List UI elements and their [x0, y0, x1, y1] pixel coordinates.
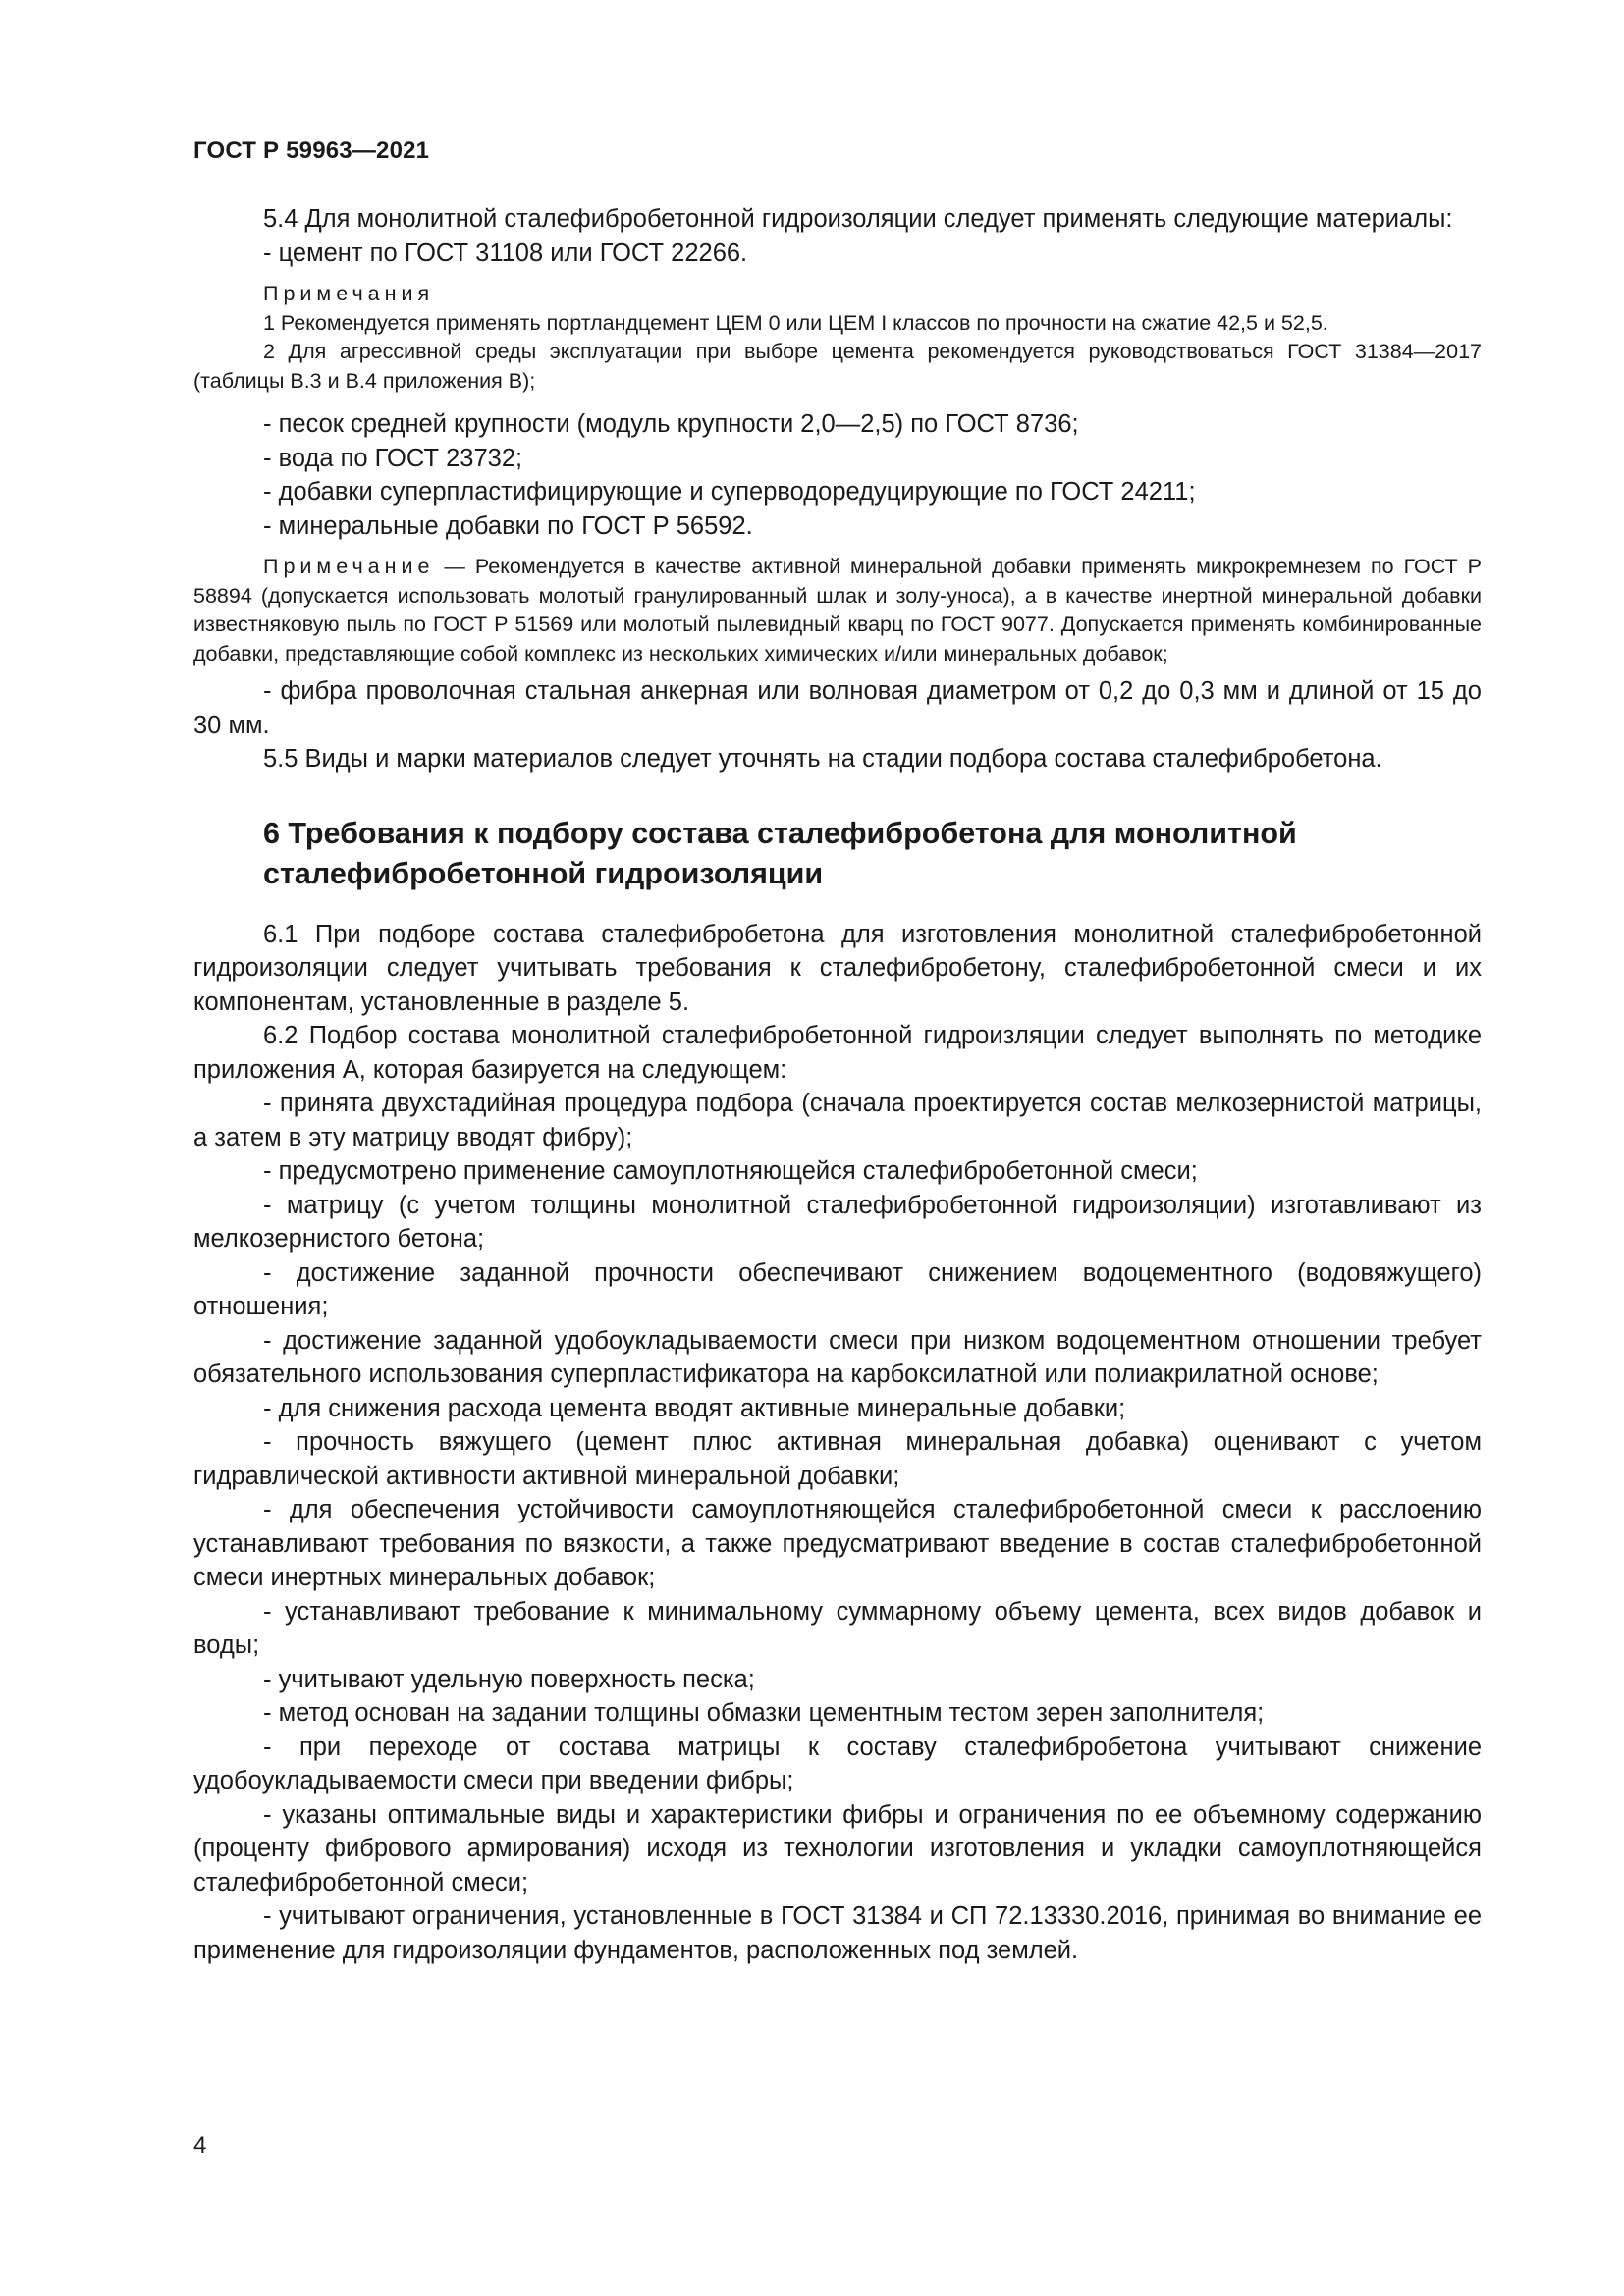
list-item: - прочность вяжущего (цемент плюс активная минеральная добавка) оценивают с учетом гидравлической активности активной минеральной добавки;	[193, 1428, 1482, 1490]
section-6-heading-line-1: 6 Требования к подбору состава сталефибробетона для монолитной	[263, 816, 1297, 850]
list-item: - достижение заданной прочности обеспечивают снижением водоцементного (водовяжущего) отношения;	[193, 1258, 1482, 1320]
document-page	[193, 137, 1482, 1967]
section-6-heading-line-2: сталефибробетонной гидроизоляции	[263, 856, 824, 890]
section-6-heading	[193, 814, 1482, 894]
list-item-fiber: - фибра проволочная стальная анкерная или волновая диаметром от 0,2 до 0,3 мм и длиной от 15 до 30 мм.	[193, 677, 1482, 739]
list-item: - предусмотрено применение самоуплотняющейся сталефибробетонной смеси;	[263, 1157, 1198, 1185]
list-item: - при переходе от состава матрицы к составу сталефибробетона учитывают снижение удобоукладываемости смеси при введении фибры;	[193, 1733, 1482, 1794]
list-item-sand: - песок средней крупности (модуль крупности 2,0—2,5) по ГОСТ 8736;	[263, 410, 1079, 438]
note-item-2: 2 Для агрессивной среды эксплуатации при выборе цемента рекомендуется руководствоваться ГОСТ 31384—2017 (таблицы В.3 и В.4 приложения В);	[193, 340, 1482, 393]
notes-title: Примечания	[263, 282, 435, 305]
list-item-cement: - цемент по ГОСТ 31108 или ГОСТ 22266.	[263, 239, 748, 267]
list-item: - указаны оптимальные виды и характеристики фибры и ограничения по ее объемному содержанию (проценту фибрового армирования) исходя из технологии изготовления и укладки самоуплотняющейся сталефибробетонной смеси;	[193, 1800, 1482, 1896]
list-item: - достижение заданной удобоукладываемости смеси при низком водоцементном отношении требует обязательного использования суперпластификатора на карбоксилатной или полиакрилатной основе;	[193, 1326, 1482, 1388]
page-number: 4	[193, 2132, 207, 2159]
note-item-1: 1 Рекомендуется применять портландцемент ЦЕМ 0 или ЦЕМ I классов по прочности на сжатие 42,5 и 52,5.	[263, 310, 1328, 335]
notes-block	[193, 280, 1482, 396]
list-item: - метод основан на задании толщины обмазки цементным тестом зерен заполнителя;	[263, 1699, 1265, 1727]
paragraph-6-1: 6.1 При подборе состава сталефибробетона для изготовления монолитной сталефибробетонной гидроизоляции следует учитывать требования к сталефибробетону, сталефибробетонной смеси и их компонентам, установленные в разделе 5.	[193, 920, 1482, 1016]
list-item: - устанавливают требование к минимальному суммарному объему цемента, всех видов добавок и воды;	[193, 1597, 1482, 1659]
paragraph-5-5: 5.5 Виды и марки материалов следует уточнять на стадии подбора состава сталефибробетона.	[263, 745, 1382, 773]
list-item: - для обеспечения устойчивости самоуплотняющейся сталефибробетонной смеси к расслоению устанавливают требования по вязкости, а также предусматривают введение в состав сталефибробетонной смеси инертных минеральных добавок;	[193, 1496, 1482, 1591]
note-mineral-additives	[193, 553, 1482, 668]
list-item-mineral-additives: - минеральные добавки по ГОСТ Р 56592.	[263, 511, 753, 540]
list-item: - учитывают удельную поверхность песка;	[263, 1665, 755, 1693]
list-item: - принята двухстадийная процедура подбора (сначала проектируется состав мелкозернистой матрицы, а затем в эту матрицу вводят фибру);	[193, 1090, 1482, 1151]
note-text: — Рекомендуется в качестве активной минеральной добавки применять микрокремнезем по ГОСТ Р 58894 (допускается использовать молотый гранулированный шлак и золу-уноса), а в качестве инертной минеральной добавки известняковую пыль по ГОСТ Р 51569 или молотый пылевидный кварц по ГОСТ 9077. Допускается применять комбинированные добавки, представляющие собой комплекс из нескольких химических и/или минеральных добавок;	[193, 555, 1482, 666]
list-item-superplasticizer: - добавки суперпластифицирующие и суперводоредуцирующие по ГОСТ 24211;	[263, 478, 1196, 506]
note-label: Примечание	[263, 555, 435, 578]
list-item: - для снижения расхода цемента вводят активные минеральные добавки;	[263, 1394, 1126, 1422]
paragraph-5-4: 5.4 Для монолитной сталефибробетонной гидроизоляции следует применять следующие материалы:	[263, 205, 1453, 233]
list-item: - матрицу (с учетом толщины монолитной сталефибробетонной гидроизоляции) изготавливают из мелкозернистого бетона;	[193, 1191, 1482, 1253]
list-item: - учитывают ограничения, установленные в ГОСТ 31384 и СП 72.13330.2016, принимая во внимание ее применение для гидроизоляции фундаментов, расположенных под землей.	[193, 1902, 1482, 1964]
list-item-water: - вода по ГОСТ 23732;	[263, 444, 523, 472]
document-header: ГОСТ Р 59963—2021	[193, 137, 430, 164]
paragraph-6-2: 6.2 Подбор состава монолитной сталефибробетонной гидроизляции следует выполнять по методике приложения А, которая базируется на следующем:	[193, 1022, 1482, 1084]
